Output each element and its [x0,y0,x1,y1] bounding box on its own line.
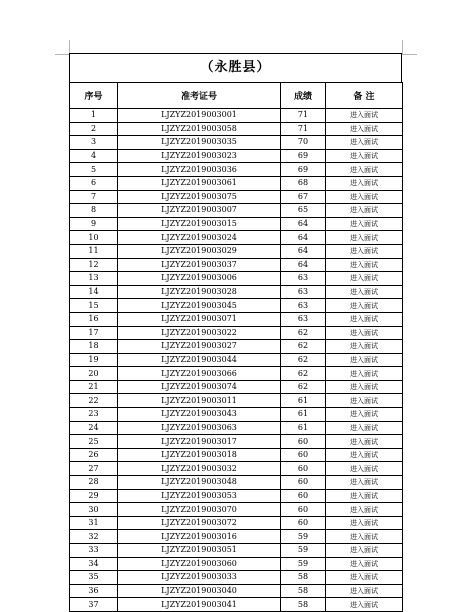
cell-exam-id: LJZYZ2019003024 [118,231,281,245]
cell-score: 60 [281,489,326,503]
table-row [70,571,403,585]
table-row [70,340,403,354]
cell-note: 进入面试 [326,109,403,123]
table-row [70,516,403,530]
sheet-title: （永胜县） [69,53,402,82]
cell-note: 进入面试 [326,476,403,490]
header-note: 备 注 [326,83,403,109]
cell-note: 进入面试 [326,122,403,136]
cell-exam-id: LJZYZ2019003041 [118,598,281,612]
cell-score: 58 [281,571,326,585]
cell-note: 进入面试 [326,394,403,408]
cell-seq: 13 [70,272,118,286]
cell-seq: 11 [70,244,118,258]
cell-score: 62 [281,353,326,367]
cell-note: 进入面试 [326,299,403,313]
table-row [70,435,403,449]
cell-exam-id: LJZYZ2019003029 [118,244,281,258]
cell-exam-id: LJZYZ2019003016 [118,530,281,544]
cell-seq: 33 [70,544,118,558]
table-row [70,122,403,136]
cell-exam-id: LJZYZ2019003028 [118,285,281,299]
cell-note: 进入面试 [326,448,403,462]
cell-seq: 2 [70,122,118,136]
cell-score: 63 [281,299,326,313]
cell-exam-id: LJZYZ2019003036 [118,163,281,177]
cell-exam-id: LJZYZ2019003011 [118,394,281,408]
cell-score: 60 [281,503,326,517]
cell-score: 62 [281,326,326,340]
cell-seq: 28 [70,476,118,490]
cell-exam-id: LJZYZ2019003048 [118,476,281,490]
cell-seq: 32 [70,530,118,544]
cell-seq: 12 [70,258,118,272]
table-row [70,312,403,326]
cell-note: 进入面试 [326,516,403,530]
cell-note: 进入面试 [326,217,403,231]
table-row [70,448,403,462]
cell-note: 进入面试 [326,231,403,245]
table-row [70,231,403,245]
cell-exam-id: LJZYZ2019003060 [118,557,281,571]
cell-score: 64 [281,231,326,245]
results-sheet [69,53,402,612]
cell-exam-id: LJZYZ2019003017 [118,435,281,449]
table-row [70,462,403,476]
cell-score: 61 [281,421,326,435]
cell-exam-id: LJZYZ2019003027 [118,340,281,354]
table-row [70,367,403,381]
table-row [70,503,403,517]
table-row [70,163,403,177]
cell-exam-id: LJZYZ2019003040 [118,584,281,598]
table-row [70,109,403,123]
cell-note: 进入面试 [326,571,403,585]
cell-exam-id: LJZYZ2019003075 [118,190,281,204]
page-corner-mark-left [55,40,70,55]
header-exam-id: 准考证号 [118,83,281,109]
table-row [70,557,403,571]
cell-score: 58 [281,584,326,598]
cell-note: 进入面试 [326,176,403,190]
cell-note: 进入面试 [326,163,403,177]
cell-exam-id: LJZYZ2019003053 [118,489,281,503]
cell-note: 进入面试 [326,421,403,435]
cell-seq: 19 [70,353,118,367]
cell-note: 进入面试 [326,530,403,544]
cell-exam-id: LJZYZ2019003033 [118,571,281,585]
table-row [70,244,403,258]
table-row [70,217,403,231]
cell-note: 进入面试 [326,272,403,286]
cell-exam-id: LJZYZ2019003051 [118,544,281,558]
cell-seq: 34 [70,557,118,571]
cell-note: 进入面试 [326,149,403,163]
cell-score: 59 [281,557,326,571]
cell-score: 64 [281,244,326,258]
table-row [70,285,403,299]
cell-score: 60 [281,476,326,490]
cell-note: 进入面试 [326,326,403,340]
cell-exam-id: LJZYZ2019003074 [118,380,281,394]
cell-score: 61 [281,394,326,408]
cell-note: 进入面试 [326,503,403,517]
cell-seq: 4 [70,149,118,163]
results-table [69,82,403,612]
cell-exam-id: LJZYZ2019003071 [118,312,281,326]
table-row [70,272,403,286]
cell-seq: 14 [70,285,118,299]
cell-score: 59 [281,544,326,558]
cell-score: 60 [281,448,326,462]
table-header-row [70,83,403,109]
cell-seq: 23 [70,408,118,422]
cell-note: 进入面试 [326,312,403,326]
cell-score: 61 [281,408,326,422]
cell-seq: 30 [70,503,118,517]
cell-note: 进入面试 [326,408,403,422]
table-row [70,584,403,598]
cell-exam-id: LJZYZ2019003006 [118,272,281,286]
table-row [70,421,403,435]
cell-score: 64 [281,217,326,231]
cell-exam-id: LJZYZ2019003070 [118,503,281,517]
cell-score: 70 [281,136,326,150]
cell-seq: 37 [70,598,118,612]
cell-seq: 5 [70,163,118,177]
cell-score: 59 [281,530,326,544]
table-row [70,176,403,190]
cell-seq: 25 [70,435,118,449]
table-row [70,598,403,612]
cell-note: 进入面试 [326,204,403,218]
cell-note: 进入面试 [326,258,403,272]
table-row [70,544,403,558]
table-row [70,530,403,544]
cell-exam-id: LJZYZ2019003001 [118,109,281,123]
cell-exam-id: LJZYZ2019003044 [118,353,281,367]
cell-score: 71 [281,109,326,123]
table-row [70,380,403,394]
table-row [70,408,403,422]
cell-seq: 17 [70,326,118,340]
cell-score: 63 [281,312,326,326]
cell-note: 进入面试 [326,340,403,354]
cell-seq: 21 [70,380,118,394]
cell-score: 62 [281,340,326,354]
cell-seq: 36 [70,584,118,598]
cell-score: 60 [281,462,326,476]
cell-seq: 1 [70,109,118,123]
cell-score: 58 [281,598,326,612]
cell-note: 进入面试 [326,584,403,598]
cell-note: 进入面试 [326,380,403,394]
cell-seq: 24 [70,421,118,435]
cell-score: 63 [281,285,326,299]
table-row [70,149,403,163]
cell-exam-id: LJZYZ2019003032 [118,462,281,476]
cell-seq: 3 [70,136,118,150]
cell-exam-id: LJZYZ2019003015 [118,217,281,231]
cell-exam-id: LJZYZ2019003072 [118,516,281,530]
cell-exam-id: LJZYZ2019003022 [118,326,281,340]
cell-exam-id: LJZYZ2019003061 [118,176,281,190]
table-row [70,353,403,367]
cell-exam-id: LJZYZ2019003063 [118,421,281,435]
cell-note: 进入面试 [326,190,403,204]
cell-seq: 31 [70,516,118,530]
cell-seq: 26 [70,448,118,462]
cell-seq: 9 [70,217,118,231]
cell-score: 62 [281,367,326,381]
cell-exam-id: LJZYZ2019003018 [118,448,281,462]
table-row [70,258,403,272]
cell-note: 进入面试 [326,367,403,381]
cell-seq: 20 [70,367,118,381]
cell-exam-id: LJZYZ2019003037 [118,258,281,272]
cell-exam-id: LJZYZ2019003007 [118,204,281,218]
cell-score: 64 [281,258,326,272]
cell-score: 68 [281,176,326,190]
table-row [70,489,403,503]
cell-seq: 22 [70,394,118,408]
cell-seq: 6 [70,176,118,190]
cell-seq: 16 [70,312,118,326]
table-row [70,299,403,313]
cell-note: 进入面试 [326,544,403,558]
cell-note: 进入面试 [326,244,403,258]
table-row [70,204,403,218]
cell-seq: 7 [70,190,118,204]
table-row [70,476,403,490]
cell-note: 进入面试 [326,285,403,299]
cell-note: 进入面试 [326,462,403,476]
cell-score: 71 [281,122,326,136]
cell-seq: 35 [70,571,118,585]
header-score: 成绩 [281,83,326,109]
cell-seq: 29 [70,489,118,503]
cell-score: 69 [281,163,326,177]
cell-score: 60 [281,435,326,449]
cell-score: 62 [281,380,326,394]
cell-exam-id: LJZYZ2019003058 [118,122,281,136]
cell-score: 60 [281,516,326,530]
cell-exam-id: LJZYZ2019003035 [118,136,281,150]
cell-seq: 18 [70,340,118,354]
cell-note: 进入面试 [326,489,403,503]
cell-note: 进入面试 [326,435,403,449]
cell-score: 65 [281,204,326,218]
cell-seq: 15 [70,299,118,313]
table-row [70,326,403,340]
cell-exam-id: LJZYZ2019003066 [118,367,281,381]
table-row [70,136,403,150]
table-row [70,190,403,204]
cell-score: 63 [281,272,326,286]
cell-exam-id: LJZYZ2019003043 [118,408,281,422]
cell-exam-id: LJZYZ2019003045 [118,299,281,313]
header-seq: 序号 [70,83,118,109]
cell-seq: 10 [70,231,118,245]
table-row [70,394,403,408]
cell-note: 进入面试 [326,598,403,612]
cell-seq: 27 [70,462,118,476]
cell-seq: 8 [70,204,118,218]
cell-exam-id: LJZYZ2019003023 [118,149,281,163]
cell-score: 67 [281,190,326,204]
cell-score: 69 [281,149,326,163]
cell-note: 进入面试 [326,353,403,367]
page-corner-mark-right [402,40,417,55]
cell-note: 进入面试 [326,557,403,571]
cell-note: 进入面试 [326,136,403,150]
